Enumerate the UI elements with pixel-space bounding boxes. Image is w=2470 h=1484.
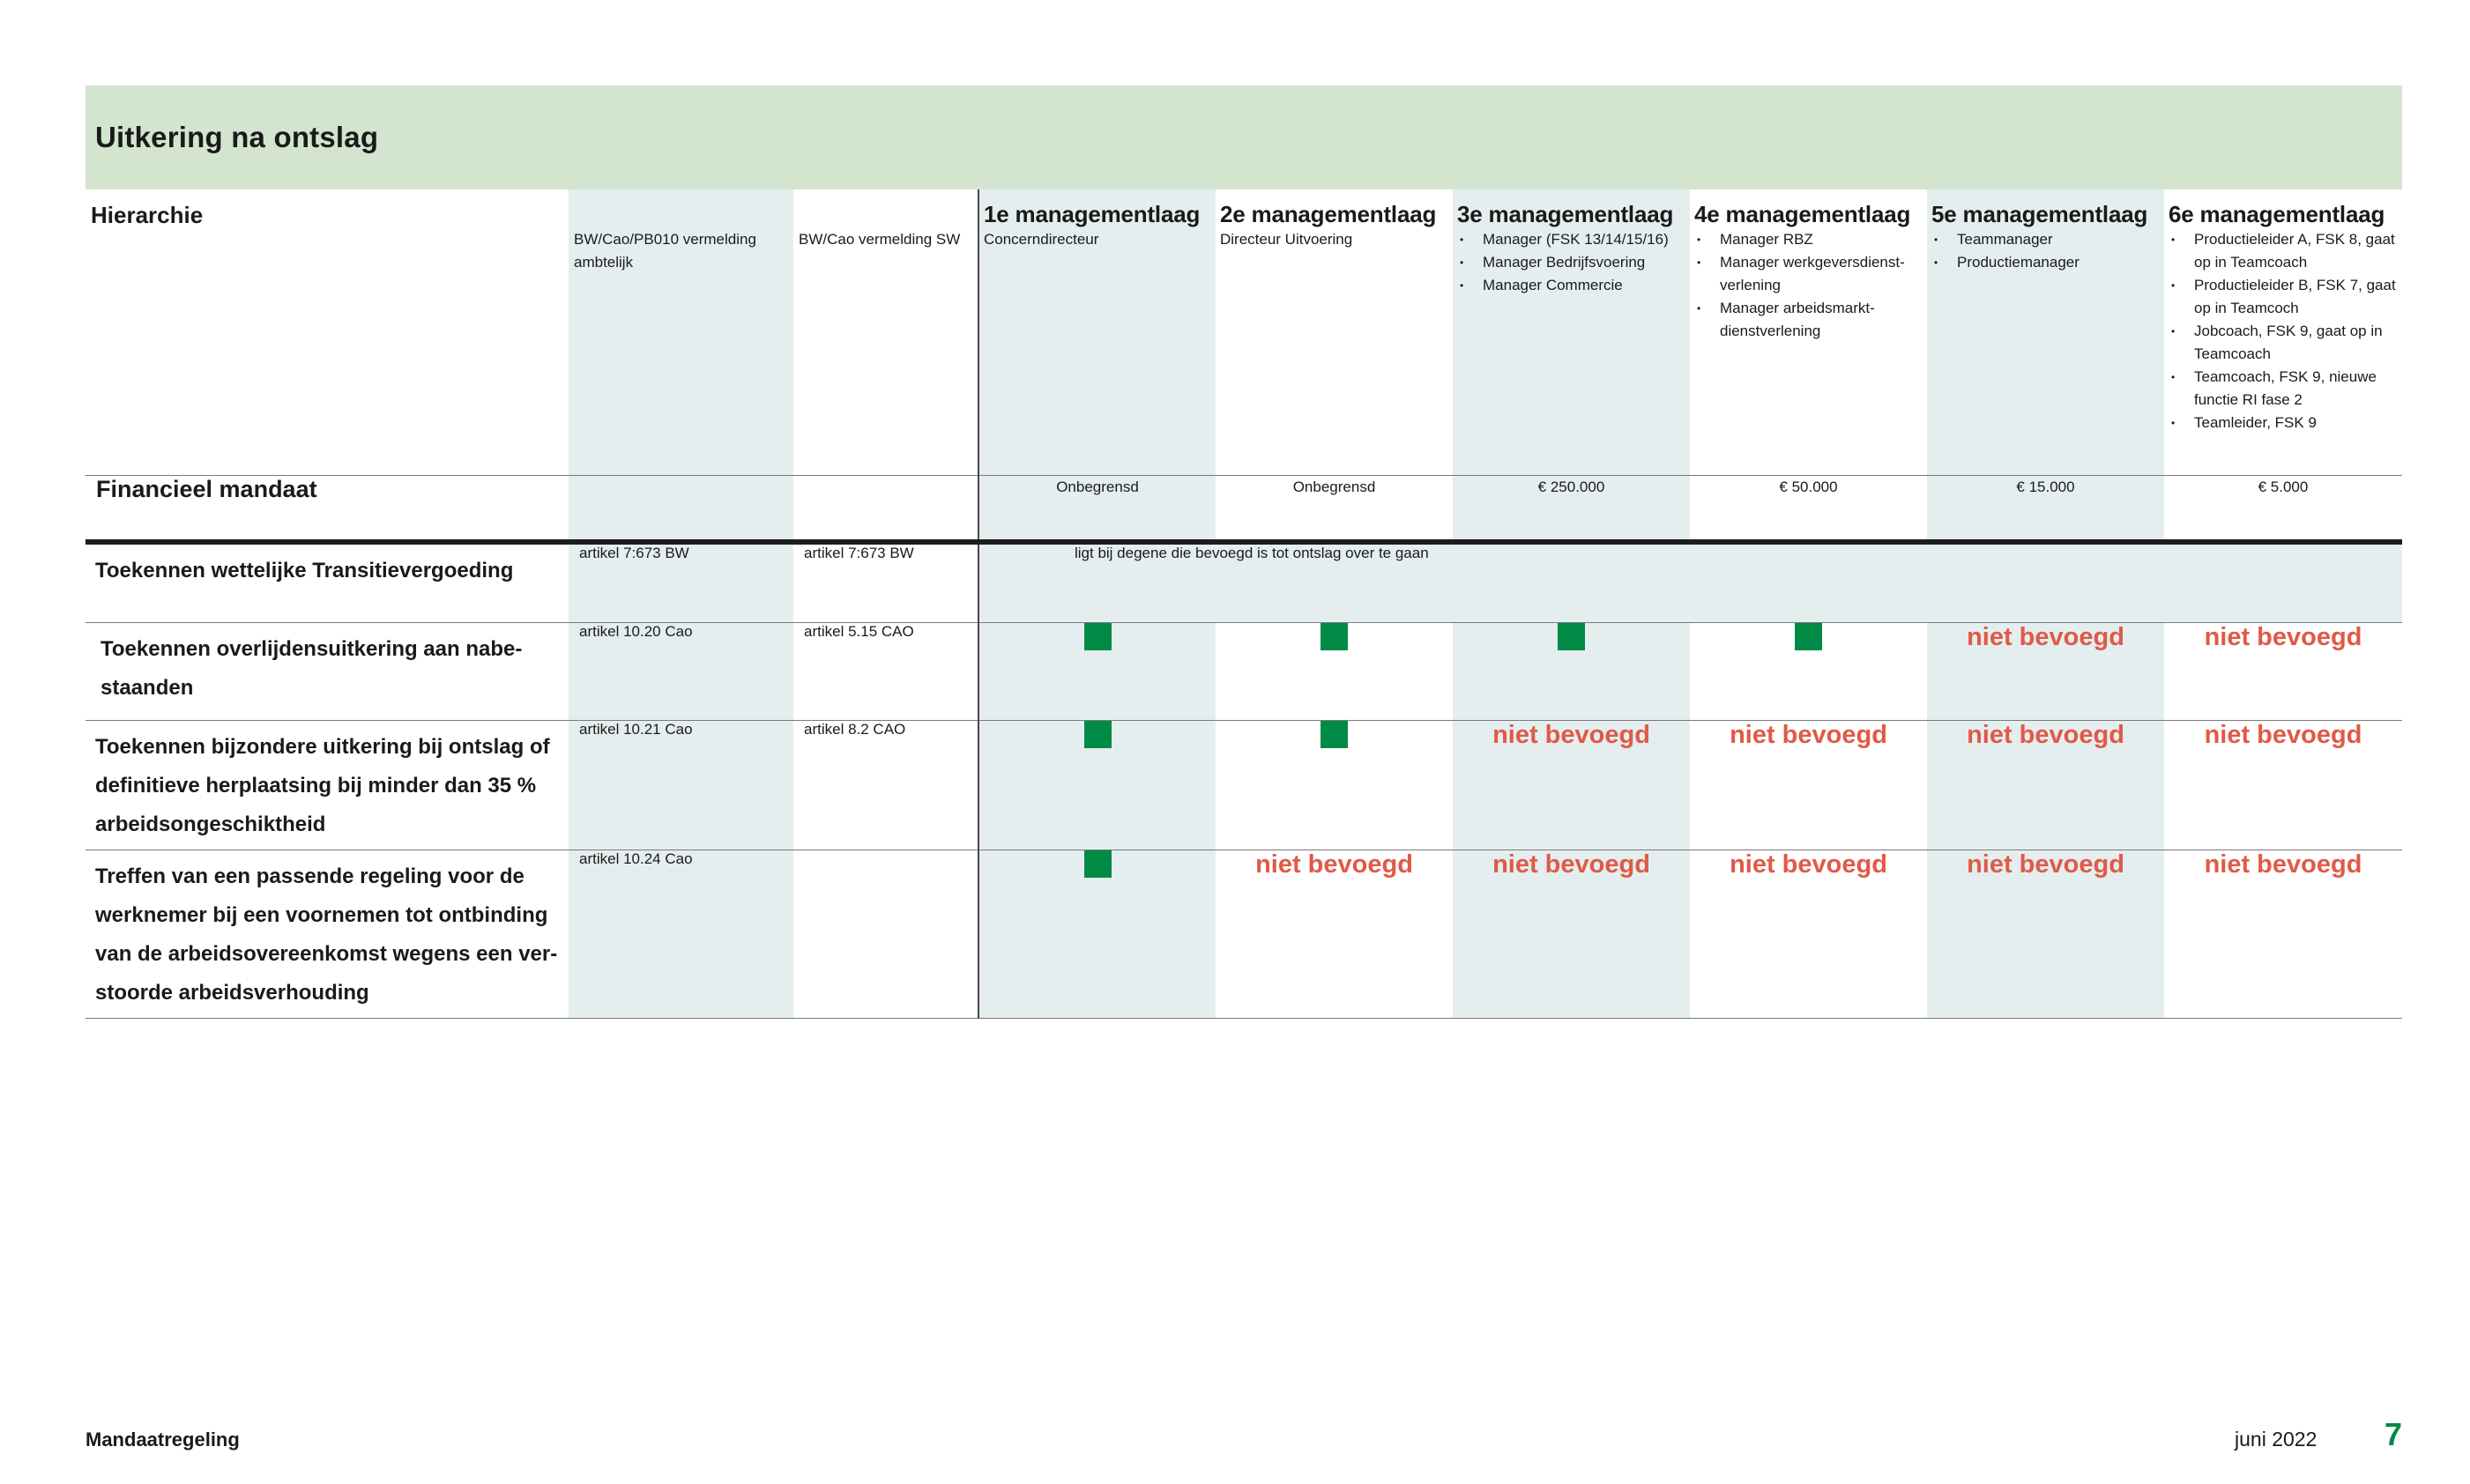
mandate-cell (1453, 721, 1690, 850)
article-ambtelijk: artikel 10.20 Cao (569, 623, 793, 721)
level-4-header (1690, 189, 1927, 476)
footer-date: juni 2022 (2235, 1428, 2317, 1451)
hierarchy-label: Hierarchie (86, 189, 569, 476)
not-authorized-label: niet bevoegd (1967, 721, 2124, 749)
article-sw (793, 850, 978, 1019)
article-ambtelijk: artikel 7:673 BW (569, 545, 793, 623)
mandate-value: € 50.000 (1779, 479, 1838, 495)
table-row (86, 721, 2402, 850)
not-authorized-label: niet bevoegd (2204, 721, 2362, 749)
mandate-value: € 5.000 (2258, 479, 2309, 495)
role-item: • Teamleider, FSK 9 (2169, 412, 2397, 434)
level-title: 3e managementlaag (1457, 201, 1674, 227)
mandate-value: € 250.000 (1453, 476, 1690, 543)
level-title: 5e managementlaag (1931, 201, 2148, 227)
level-roles (1457, 228, 1685, 297)
article-ambtelijk: artikel 10.21 Cao (569, 721, 793, 850)
green-square-icon (1795, 623, 1822, 650)
mandate-cell (1453, 850, 1690, 1019)
mandate-table (86, 189, 2402, 1019)
level-description: Directeur Uitvoering (1220, 231, 1353, 248)
role-item: • Manager arbeidsmarkt-dienstverlening (1694, 297, 1922, 343)
mandate-cell (978, 623, 1216, 721)
mandate-cell (1927, 623, 2164, 721)
empty-cell (569, 476, 793, 543)
article-sw: artikel 7:673 BW (793, 545, 978, 623)
role-item: • Teammanager (1931, 228, 2159, 251)
not-authorized-label: niet bevoegd (1967, 850, 2124, 879)
row-title: Toekennen wettelijke Transitievergoeding (86, 545, 569, 623)
mandate-cell (1216, 721, 1453, 850)
level-2-header (1216, 189, 1453, 476)
not-authorized-label: niet bevoegd (1730, 721, 1887, 749)
level-5-header (1927, 189, 2164, 476)
row-title: Toekennen overlijdensuitkering aan nabe-staanden (86, 623, 569, 721)
col-header-ambtelijk: BW/Cao/PB010 vermelding ambtelijk (569, 189, 793, 476)
hierarchy-row (86, 189, 2402, 476)
mandate-value: € 15.000 (1927, 476, 2164, 543)
green-square-icon (1084, 623, 1112, 650)
row-title: Toekennen bijzondere uitkering bij ontslag of definitieve herplaatsing bij minder dan 35 % arbeidsongeschiktheid (86, 721, 569, 850)
level-1-header (978, 189, 1216, 476)
level-title: 1e managementlaag (984, 201, 1201, 227)
role-item: • Manager Commercie (1457, 274, 1685, 297)
role-item: • Teamcoach, FSK 9, nieuwe functie RI fase 2 (2169, 366, 2397, 412)
table-row (86, 850, 2402, 1019)
mandate-cell (1216, 623, 1453, 721)
role-item: • Productiemanager (1931, 251, 2159, 274)
mandate-cell (1453, 623, 1690, 721)
level-title: 2e managementlaag (1220, 201, 1437, 227)
mandate-value: Onbegrensd (1292, 479, 1376, 495)
not-authorized-label: niet bevoegd (1730, 850, 1887, 879)
col-header-sw: BW/Cao vermelding SW (793, 189, 978, 476)
mandate-cell (1690, 850, 1927, 1019)
level-title: 6e managementlaag (2169, 201, 2385, 227)
not-authorized-label: niet bevoegd (1255, 850, 1413, 879)
level-roles (2169, 228, 2397, 434)
level-title: 4e managementlaag (1694, 201, 1911, 227)
table-row (86, 545, 2402, 623)
mandate-cell (1927, 850, 2164, 1019)
not-authorized-label: niet bevoegd (1492, 850, 1650, 879)
mandate-cell (2164, 850, 2402, 1019)
article-ambtelijk: artikel 10.24 Cao (569, 850, 793, 1019)
level-3-header (1453, 189, 1690, 476)
level-description: Concerndirecteur (984, 231, 1099, 248)
green-square-icon (1321, 721, 1348, 748)
role-item: • Manager (FSK 13/14/15/16) (1457, 228, 1685, 251)
mandate-cell (1216, 850, 1453, 1019)
role-item: • Productieleider A, FSK 8, gaat op in Teamcoach (2169, 228, 2397, 274)
not-authorized-label: niet bevoegd (2204, 623, 2362, 651)
level-roles (1931, 228, 2159, 274)
role-item: • Manager Bedrijfsvoering (1457, 251, 1685, 274)
role-item: • Manager werkgeversdienst-verlening (1694, 251, 1922, 297)
row-title: Treffen van een passende regeling voor de werknemer bij een voornemen tot ontbinding van de arbeidsovereenkomst wegens een ver-stoorde arbeidsverhouding (86, 850, 569, 1019)
mandate-cell (2164, 623, 2402, 721)
mandate-cell (2164, 721, 2402, 850)
section-banner (86, 85, 2402, 189)
table-row (86, 623, 2402, 721)
green-square-icon (1084, 850, 1112, 878)
role-item: • Jobcoach, FSK 9, gaat op in Teamcoach (2169, 320, 2397, 366)
green-square-icon (1321, 623, 1348, 650)
mandate-cell (1690, 623, 1927, 721)
mandate-cell (1927, 721, 2164, 850)
role-item: • Productieleider B, FSK 7, gaat op in Teamcoch (2169, 274, 2397, 320)
not-authorized-label: niet bevoegd (1967, 623, 2124, 651)
mandate-cell (1690, 721, 1927, 850)
article-sw: artikel 8.2 CAO (793, 721, 978, 850)
section-title: Uitkering na ontslag (95, 121, 379, 153)
level-roles (1694, 228, 1922, 343)
level-6-header (2164, 189, 2402, 476)
mandate-cell (978, 850, 1216, 1019)
row-note: ligt bij degene die bevoegd is tot ontslag over te gaan (978, 545, 2402, 623)
green-square-icon (1558, 623, 1585, 650)
not-authorized-label: niet bevoegd (1492, 721, 1650, 749)
page-number: 7 (2384, 1416, 2403, 1452)
article-sw: artikel 5.15 CAO (793, 623, 978, 721)
mandate-value: Onbegrensd (978, 476, 1216, 543)
role-item: • Manager RBZ (1694, 228, 1922, 251)
green-square-icon (1084, 721, 1112, 748)
financial-mandate-label: Financieel mandaat (96, 476, 317, 502)
empty-cell (793, 476, 978, 543)
financial-mandate-row (86, 476, 2402, 543)
not-authorized-label: niet bevoegd (2204, 850, 2362, 879)
footer-document-title: Mandaatregeling (86, 1428, 240, 1451)
mandate-cell (978, 721, 1216, 850)
